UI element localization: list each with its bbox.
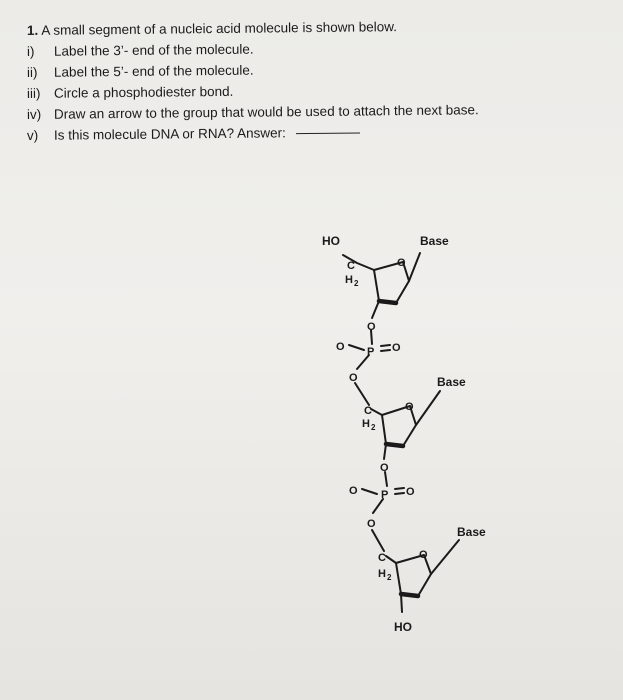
c3-2-o-bond [384, 444, 386, 459]
item-text: Draw an arrow to the group that would be used to attach the next base. [53, 102, 479, 122]
question-intro-text: A small segment of a nucleic acid molecule is shown below. [41, 19, 398, 38]
o-c5-bond-2 [355, 383, 369, 405]
c5-3-carbon: C [378, 552, 386, 564]
ring-1-bold-edge [379, 301, 396, 303]
phosphate-2-oxygen-left: O [349, 485, 358, 497]
hydroxyl-3-prime-label: HO [394, 620, 412, 634]
c5-2-carbon: C [364, 405, 372, 417]
c5-3-hydrogen: H [378, 568, 386, 580]
c5-2-hydrogen: H [362, 418, 370, 430]
item-marker: iv) [26, 106, 42, 122]
item-marker: iii) [26, 85, 41, 101]
base-2-label: Base [437, 375, 466, 389]
c3-3-oh-bond [401, 594, 402, 612]
phosphate-2-oxygen-right: O [406, 486, 415, 498]
question-number: 1. [26, 22, 39, 38]
hydroxyl-5-prime-label: HO [322, 234, 340, 248]
base-3-bond [431, 540, 459, 574]
c5-1-hydrogen: H [345, 274, 353, 286]
base-1-label: Base [420, 234, 449, 248]
ring-3-bold-edge [401, 594, 418, 596]
base-1-bond [409, 253, 420, 281]
item-text: Circle a phosphodiester bond. [53, 83, 234, 101]
p-o-double-2b [395, 493, 404, 494]
item-marker: ii) [26, 64, 38, 80]
item-marker: i) [26, 43, 35, 59]
c5-1-subscript: 2 [354, 279, 359, 288]
c3-1-o-bond [372, 301, 379, 318]
c5-3-subscript: 2 [387, 573, 392, 582]
phosphate-1-oxygen-right: O [392, 342, 401, 354]
p-o-left-2 [362, 489, 377, 494]
phosphate-2-phosphorus: P [381, 489, 389, 501]
ring-3 [396, 555, 431, 596]
ring-2-bold-edge [386, 444, 403, 446]
base-2-bond [416, 391, 440, 425]
p-o-down-2 [373, 499, 383, 513]
bridge-2-oxygen-lower: O [367, 518, 376, 530]
item-text: Label the 5’- end of the molecule. [53, 62, 254, 80]
p-o-double-1b [381, 350, 390, 351]
c5-1-carbon: C [347, 260, 355, 272]
ring-1-oxygen: O [397, 257, 406, 269]
c5-ring-bond-2 [371, 409, 382, 415]
c5-2-subscript: 2 [371, 423, 376, 432]
item-text: Label the 3’- end of the molecule. [53, 41, 254, 59]
item-marker: v) [26, 127, 39, 143]
bridge-2-oxygen-upper: O [380, 462, 389, 474]
p-o-double-2a [395, 488, 404, 489]
o-c5-bond-3 [372, 530, 384, 551]
p-o-double-1a [381, 345, 390, 346]
item-text: Is this molecule DNA or RNA? Answer: [53, 125, 286, 143]
c5-ring-bond-3 [386, 556, 396, 563]
o-p-2-bond [385, 472, 387, 486]
ring-3-oxygen: O [419, 549, 428, 561]
phosphate-1-oxygen-left: O [336, 341, 345, 353]
p-o-left-1 [349, 345, 364, 350]
base-3-label: Base [457, 525, 486, 539]
bridge-1-oxygen-lower: O [349, 372, 358, 384]
bridge-1-oxygen-upper: O [367, 321, 376, 333]
ring-2-oxygen: O [405, 401, 414, 413]
phosphate-1-phosphorus: P [367, 346, 375, 358]
